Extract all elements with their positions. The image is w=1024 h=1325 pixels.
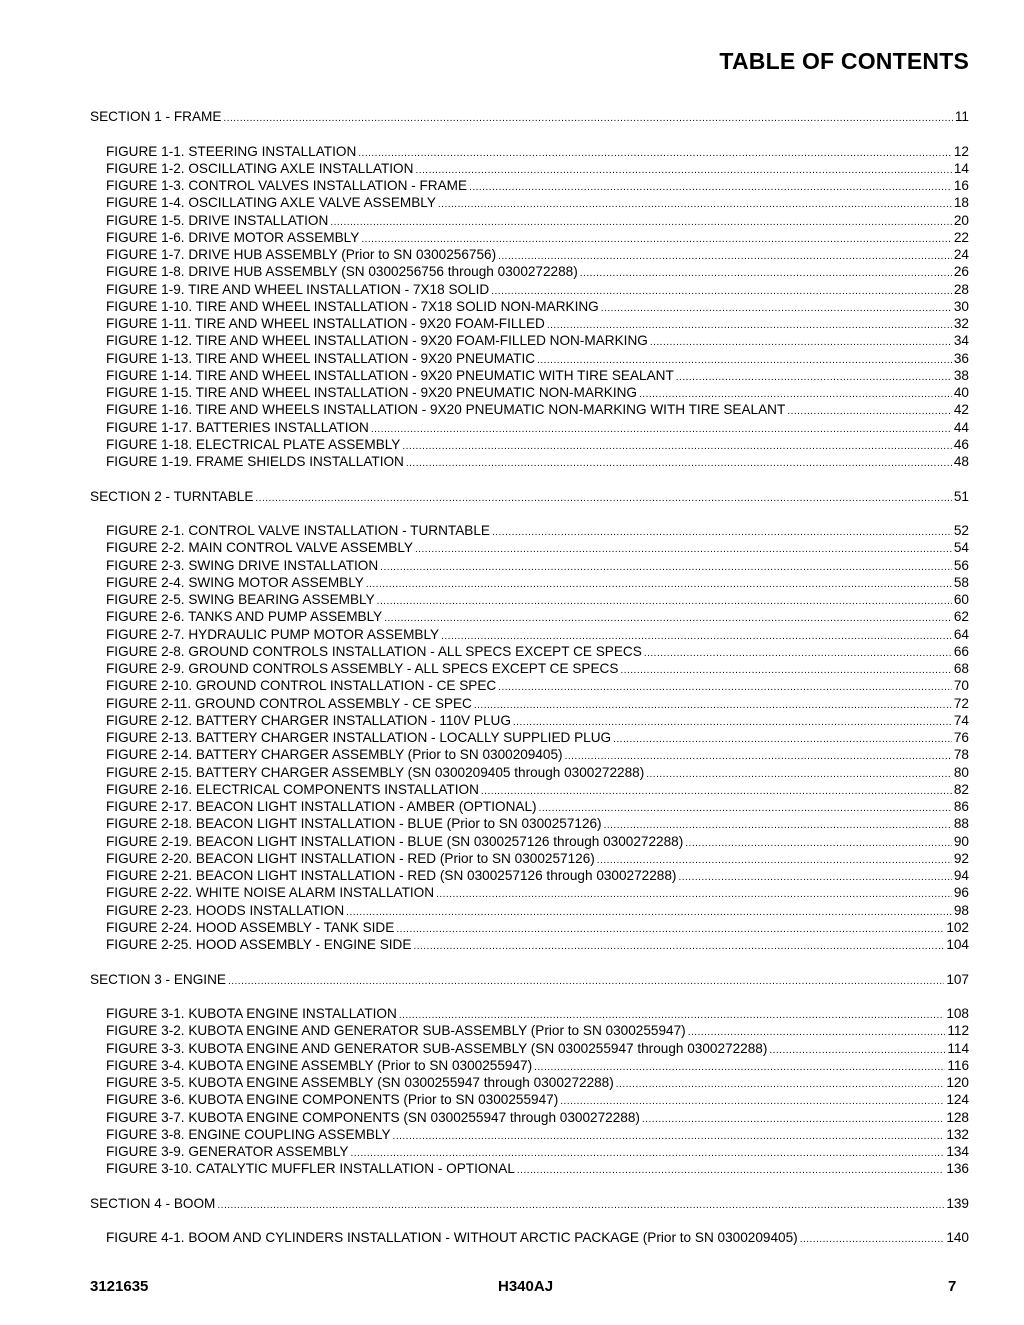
toc-figure-label: FIGURE 2-11. GROUND CONTROL ASSEMBLY - CE SPEC — [106, 695, 472, 711]
toc-figure-label: FIGURE 1-16. TIRE AND WHEELS INSTALLATION - 9X20 PNEUMATIC NON-MARKING WITH TIRE SEALANT — [106, 402, 786, 418]
toc-figure-label: FIGURE 2-20. BEACON LIGHT INSTALLATION - RED (Prior to SN 0300257126) — [106, 850, 595, 866]
toc-figure-entry[interactable] — [106, 919, 969, 938]
toc-figure-label: FIGURE 2-21. BEACON LIGHT INSTALLATION - RED (SN 0300257126 through 0300272288) — [106, 868, 677, 883]
toc-figure-entry[interactable] — [106, 729, 969, 748]
toc-figure-entry[interactable] — [106, 298, 969, 317]
toc-figure-entry[interactable] — [106, 453, 969, 472]
toc-figure-label: FIGURE 2-9. GROUND CONTROLS ASSEMBLY - ALL SPECS EXCEPT CE SPECS — [106, 661, 619, 676]
toc-figure-page: 78 — [953, 747, 969, 763]
toc-figure-label: FIGURE 2-8. GROUND CONTROLS INSTALLATION - ALL SPECS EXCEPT CE SPECS — [106, 643, 642, 659]
toc-figure-label: FIGURE 2-1. CONTROL VALVE INSTALLATION - TURNTABLE — [106, 523, 490, 538]
toc-figure-entry[interactable] — [106, 1160, 969, 1179]
toc-figure-label: FIGURE 2-16. ELECTRICAL COMPONENTS INSTALLATION — [106, 781, 479, 797]
toc-figure-label: FIGURE 2-6. TANKS AND PUMP ASSEMBLY — [106, 609, 383, 625]
dot-leader — [413, 938, 944, 955]
toc-figure-page: 136 — [946, 1161, 969, 1177]
toc-figure-page: 24 — [953, 247, 969, 262]
toc-figure-entry[interactable] — [106, 281, 969, 300]
toc-figure-label: FIGURE 2-14. BATTERY CHARGER ASSEMBLY (Prior to SN 0300209405) — [106, 747, 563, 763]
toc-figure-label: FIGURE 1-5. DRIVE INSTALLATION — [106, 212, 329, 228]
toc-figure-page: 102 — [946, 919, 969, 935]
toc-figure-label: FIGURE 2-12. BATTERY CHARGER INSTALLATION - 110V PLUG — [106, 712, 511, 728]
toc-figure-entry[interactable] — [106, 1109, 969, 1128]
toc-figure-entry[interactable] — [106, 695, 969, 714]
toc-figure-label: FIGURE 1-11. TIRE AND WHEEL INSTALLATION - 9X20 FOAM-FILLED — [106, 316, 545, 331]
toc-section-page: 107 — [946, 971, 969, 987]
toc-figure-entry[interactable] — [106, 902, 969, 921]
toc-figure-label: FIGURE 1-2. OSCILLATING AXLE INSTALLATION — [106, 160, 414, 176]
toc-figure-entry[interactable] — [106, 1229, 969, 1248]
toc-figure-label: FIGURE 2-7. HYDRAULIC PUMP MOTOR ASSEMBLY — [106, 626, 440, 642]
toc-figure-entry[interactable] — [106, 263, 969, 282]
toc-figure-label: FIGURE 3-8. ENGINE COUPLING ASSEMBLY — [106, 1126, 391, 1142]
toc-figure-page: 36 — [953, 350, 969, 366]
toc-figure-page: 90 — [953, 833, 969, 849]
toc-figure-page: 112 — [947, 1023, 969, 1039]
toc-figure-entry[interactable] — [106, 1091, 969, 1110]
toc-figure-page: 114 — [947, 1040, 969, 1056]
dot-leader — [406, 455, 952, 472]
toc-figure-entry[interactable] — [106, 229, 969, 248]
toc-figure-page: 16 — [953, 178, 969, 193]
toc-figure-page: 60 — [953, 592, 969, 607]
toc-figure-page: 28 — [953, 281, 969, 297]
toc-figure-label: FIGURE 1-7. DRIVE HUB ASSEMBLY (Prior to SN 0300256756) — [106, 247, 497, 262]
toc-figure-entry[interactable] — [106, 712, 969, 731]
toc-figure-entry[interactable] — [106, 746, 969, 765]
toc-figure-entry[interactable] — [106, 350, 969, 369]
toc-figure-entry[interactable] — [106, 143, 969, 162]
toc-figure-page: 72 — [953, 695, 969, 711]
toc-figure-entry[interactable] — [106, 1126, 969, 1145]
toc-figure-entry[interactable] — [106, 850, 969, 869]
toc-figure-label: FIGURE 3-9. GENERATOR ASSEMBLY — [106, 1144, 349, 1159]
toc-figure-page: 80 — [953, 764, 969, 780]
toc-figure-page: 46 — [953, 436, 969, 452]
toc-figure-page: 54 — [953, 540, 969, 556]
toc-figure-page: 30 — [953, 298, 969, 314]
toc-figure-entry[interactable] — [106, 574, 969, 593]
toc-figure-page: 66 — [953, 643, 969, 659]
toc-figure-page: 32 — [953, 316, 969, 331]
toc-figure-page: 38 — [953, 367, 969, 383]
toc-figure-label: FIGURE 2-15. BATTERY CHARGER ASSEMBLY (SN 0300209405 through 0300272288) — [106, 764, 645, 780]
toc-figure-entry[interactable] — [106, 539, 969, 558]
toc-figure-entry[interactable] — [106, 936, 969, 955]
toc-figure-label: FIGURE 2-19. BEACON LIGHT INSTALLATION - BLUE (SN 0300257126 through 0300272288) — [106, 833, 684, 849]
toc-figure-label: FIGURE 4-1. BOOM AND CYLINDERS INSTALLATION - WITHOUT ARCTIC PACKAGE (Prior to SN 0300209405) — [106, 1230, 798, 1246]
toc-figure-entry[interactable] — [106, 608, 969, 627]
toc-figure-entry[interactable] — [106, 1057, 969, 1076]
toc-figure-entry[interactable] — [106, 160, 969, 179]
toc-figure-page: 98 — [953, 902, 969, 918]
toc-figure-label: FIGURE 1-13. TIRE AND WHEEL INSTALLATION - 9X20 PNEUMATIC — [106, 350, 536, 366]
toc-figure-page: 92 — [953, 850, 969, 866]
toc-figure-entry[interactable] — [106, 1074, 969, 1093]
toc-section-entry[interactable] — [90, 1195, 969, 1214]
toc-figure-label: FIGURE 1-12. TIRE AND WHEEL INSTALLATION - 9X20 FOAM-FILLED NON-MARKING — [106, 333, 648, 349]
toc-section-label: SECTION 1 - FRAME — [90, 109, 222, 124]
toc-figure-label: FIGURE 1-19. FRAME SHIELDS INSTALLATION — [106, 454, 404, 469]
toc-figure-entry[interactable] — [106, 884, 969, 903]
toc-figure-page: 44 — [953, 419, 969, 435]
toc-figure-label: FIGURE 2-2. MAIN CONTROL VALVE ASSEMBLY — [106, 540, 413, 556]
dot-leader — [228, 973, 944, 990]
toc-section-entry[interactable] — [90, 108, 969, 127]
toc-figure-label: FIGURE 1-3. CONTROL VALVES INSTALLATION - FRAME — [106, 178, 468, 193]
toc-figure-page: 20 — [953, 212, 969, 228]
toc-figure-entry[interactable] — [106, 557, 969, 576]
toc-figure-entry[interactable] — [106, 246, 969, 265]
toc-figure-label: FIGURE 3-6. KUBOTA ENGINE COMPONENTS (Prior to SN 0300255947) — [106, 1092, 559, 1108]
dot-leader — [217, 1197, 944, 1214]
toc-figure-label: FIGURE 3-3. KUBOTA ENGINE AND GENERATOR SUB-ASSEMBLY (SN 0300255947 through 0300272288) — [106, 1040, 768, 1056]
toc-figure-page: 132 — [946, 1126, 969, 1142]
toc-figure-label: FIGURE 2-13. BATTERY CHARGER INSTALLATION - LOCALLY SUPPLIED PLUG — [106, 730, 612, 745]
dot-leader — [517, 1162, 944, 1179]
toc-figure-label: FIGURE 1-15. TIRE AND WHEEL INSTALLATION - 9X20 PNEUMATIC NON-MARKING — [106, 385, 638, 400]
toc-section-page: 51 — [953, 488, 969, 504]
toc-figure-label: FIGURE 1-14. TIRE AND WHEEL INSTALLATION - 9X20 PNEUMATIC WITH TIRE SEALANT — [106, 367, 674, 383]
toc-figure-page: 56 — [953, 557, 969, 573]
page-title: TABLE OF CONTENTS — [719, 48, 969, 74]
toc-figure-label: FIGURE 2-18. BEACON LIGHT INSTALLATION - BLUE (Prior to SN 0300257126) — [106, 816, 602, 832]
toc-figure-page: 62 — [953, 609, 969, 625]
toc-figure-label: FIGURE 1-1. STEERING INSTALLATION — [106, 143, 357, 159]
toc-figure-entry[interactable] — [106, 419, 969, 438]
toc-figure-label: FIGURE 1-9. TIRE AND WHEEL INSTALLATION - 7X18 SOLID — [106, 281, 490, 297]
toc-figure-entry[interactable] — [106, 1005, 969, 1024]
toc-figure-page: 96 — [953, 885, 969, 901]
toc-figure-label: FIGURE 2-25. HOOD ASSEMBLY - ENGINE SIDE — [106, 937, 412, 952]
toc-figure-label: FIGURE 1-10. TIRE AND WHEEL INSTALLATION - 7X18 SOLID NON-MARKING — [106, 298, 599, 314]
toc-figure-entry[interactable] — [106, 384, 969, 403]
toc-figure-page: 104 — [946, 937, 969, 952]
toc-figure-entry[interactable] — [106, 781, 969, 800]
toc-section-page: 139 — [946, 1195, 969, 1211]
toc-figure-page: 48 — [953, 454, 969, 469]
toc-figure-page: 64 — [953, 626, 969, 642]
toc-figure-page: 134 — [946, 1144, 969, 1159]
toc-figure-label: FIGURE 3-5. KUBOTA ENGINE ASSEMBLY (SN 0300255947 through 0300272288) — [106, 1075, 614, 1090]
toc-figure-page: 88 — [953, 816, 969, 832]
toc-figure-entry[interactable] — [106, 194, 969, 213]
footer-doc-number: 3121635 — [90, 1278, 149, 1295]
toc-figure-page: 94 — [953, 868, 969, 883]
toc-figure-label: FIGURE 3-1. KUBOTA ENGINE INSTALLATION — [106, 1006, 397, 1021]
toc-figure-page: 82 — [953, 781, 969, 797]
toc-figure-label: FIGURE 1-4. OSCILLATING AXLE VALVE ASSEMBLY — [106, 195, 436, 211]
toc-figure-entry[interactable] — [106, 626, 969, 645]
toc-figure-page: 76 — [953, 730, 969, 745]
toc-figure-label: FIGURE 2-17. BEACON LIGHT INSTALLATION - AMBER (OPTIONAL) — [106, 799, 537, 814]
toc-figure-entry[interactable] — [106, 315, 969, 334]
toc-figure-label: FIGURE 2-10. GROUND CONTROL INSTALLATION - CE SPEC — [106, 678, 497, 694]
toc-section-label: SECTION 4 - BOOM — [90, 1195, 216, 1211]
toc-section-entry[interactable] — [90, 971, 969, 990]
toc-figure-label: FIGURE 1-18. ELECTRICAL PLATE ASSEMBLY — [106, 436, 401, 452]
toc-figure-entry[interactable] — [106, 401, 969, 420]
toc-figure-page: 14 — [953, 160, 969, 176]
toc-figure-label: FIGURE 1-17. BATTERIES INSTALLATION — [106, 419, 369, 435]
toc-figure-page: 128 — [946, 1109, 969, 1125]
toc-figure-entry[interactable] — [106, 867, 969, 886]
toc-figure-page: 52 — [953, 523, 969, 538]
toc-figure-label: FIGURE 3-10. CATALYTIC MUFFLER INSTALLATION - OPTIONAL — [106, 1161, 515, 1177]
toc-figure-label: FIGURE 3-7. KUBOTA ENGINE COMPONENTS (SN 0300255947 through 0300272288) — [106, 1109, 640, 1125]
toc-figure-page: 58 — [953, 574, 969, 590]
toc-figure-page: 68 — [953, 661, 969, 676]
toc-section-label: SECTION 2 - TURNTABLE — [90, 488, 254, 504]
dot-leader — [800, 1231, 945, 1248]
toc-figure-entry[interactable] — [106, 177, 969, 196]
toc-figure-page: 40 — [953, 385, 969, 400]
toc-figure-page: 124 — [946, 1092, 969, 1108]
toc-figure-entry[interactable] — [106, 798, 969, 817]
toc-figure-entry[interactable] — [106, 1022, 969, 1041]
toc-figure-page: 22 — [953, 229, 969, 245]
footer-model: H340AJ — [498, 1278, 554, 1295]
toc-figure-label: FIGURE 2-3. SWING DRIVE INSTALLATION — [106, 557, 379, 573]
toc-figure-entry[interactable] — [106, 643, 969, 662]
toc-section-label: SECTION 3 - ENGINE — [90, 971, 226, 987]
toc-figure-entry[interactable] — [106, 367, 969, 386]
toc-figure-page: 70 — [953, 678, 969, 694]
toc-figure-entry[interactable] — [106, 815, 969, 834]
toc-figure-page: 116 — [947, 1057, 969, 1073]
toc-figure-entry[interactable] — [106, 332, 969, 351]
toc-figure-label: FIGURE 2-22. WHITE NOISE ALARM INSTALLATION — [106, 885, 435, 901]
toc-figure-label: FIGURE 2-23. HOODS INSTALLATION — [106, 902, 345, 918]
toc-figure-entry[interactable] — [106, 833, 969, 852]
toc-figure-page: 108 — [946, 1006, 969, 1021]
toc-figure-page: 120 — [946, 1075, 969, 1090]
toc-figure-entry[interactable] — [106, 212, 969, 231]
toc-figure-page: 34 — [953, 333, 969, 349]
toc-figure-entry[interactable] — [106, 677, 969, 696]
dot-leader — [255, 490, 951, 507]
toc-figure-label: FIGURE 1-6. DRIVE MOTOR ASSEMBLY — [106, 229, 360, 245]
toc-figure-label: FIGURE 3-4. KUBOTA ENGINE ASSEMBLY (Prior to SN 0300255947) — [106, 1057, 533, 1073]
footer-page-number: 7 — [948, 1278, 957, 1295]
toc-figure-label: FIGURE 2-4. SWING MOTOR ASSEMBLY — [106, 574, 364, 590]
toc-figure-page: 86 — [953, 799, 969, 814]
toc-figure-page: 140 — [946, 1230, 969, 1246]
toc-figure-entry[interactable] — [106, 764, 969, 783]
toc-figure-page: 12 — [953, 143, 969, 159]
toc-figure-label: FIGURE 2-5. SWING BEARING ASSEMBLY — [106, 592, 375, 607]
toc-section-entry[interactable] — [90, 488, 969, 507]
toc-figure-entry[interactable] — [106, 1143, 969, 1162]
toc-figure-label: FIGURE 2-24. HOOD ASSEMBLY - TANK SIDE — [106, 919, 395, 935]
toc-figure-page: 74 — [953, 712, 969, 728]
toc-figure-entry[interactable] — [106, 591, 969, 610]
toc-figure-entry[interactable] — [106, 436, 969, 455]
toc-section-page: 11 — [954, 109, 969, 124]
toc-figure-entry[interactable] — [106, 660, 969, 679]
toc-figure-entry[interactable] — [106, 522, 969, 541]
toc-figure-label: FIGURE 1-8. DRIVE HUB ASSEMBLY (SN 0300256756 through 0300272288) — [106, 264, 578, 280]
toc-figure-page: 42 — [953, 402, 969, 418]
dot-leader — [223, 110, 952, 127]
toc-figure-entry[interactable] — [106, 1040, 969, 1059]
toc-figure-label: FIGURE 3-2. KUBOTA ENGINE AND GENERATOR SUB-ASSEMBLY (Prior to SN 0300255947) — [106, 1023, 686, 1039]
toc-figure-page: 26 — [953, 264, 969, 280]
toc-figure-page: 18 — [953, 195, 969, 211]
